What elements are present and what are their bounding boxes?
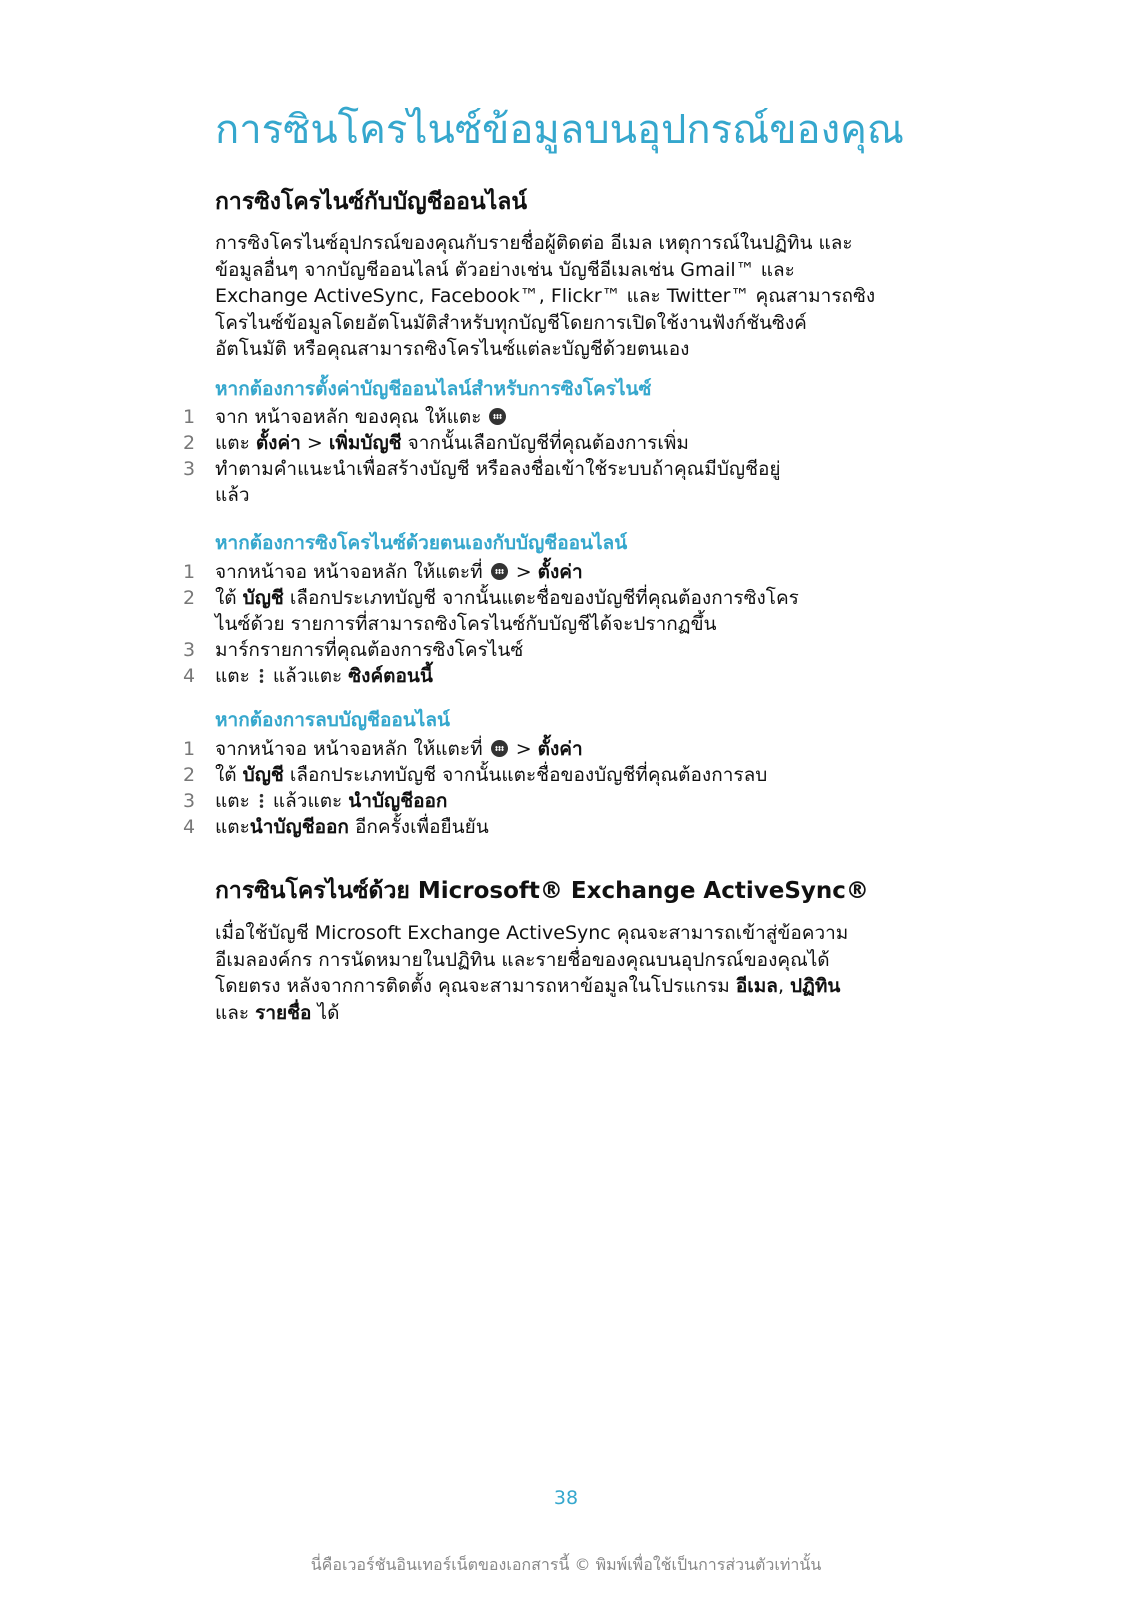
paragraph-text-part: , [777, 975, 791, 997]
step-text-part: แตะ [215, 816, 250, 838]
paragraph-line: อีเมลองค์กร การนัดหมายในปฏิทิน และรายชื่อของคุณบนอุปกรณ์ของคุณได้ [215, 948, 830, 971]
paragraph-line: โครไนซ์ข้อมูลโดยอัตโนมัติสำหรับทุกบัญชีโดยการเปิดใช้งานฟังก์ชันซิงค์ [215, 311, 807, 334]
apps-grid-icon [491, 563, 508, 580]
paragraph-line: ข้อมูลอื่นๆ จากบัญชีออนไลน์ ตัวอย่างเช่น บัญชีอีเมลเช่น Gmail™ และ [215, 258, 795, 281]
ui-term-accounts: บัญชี [242, 764, 284, 786]
step-number: 2 [183, 587, 196, 609]
step-number: 1 [183, 561, 196, 583]
step-item [0, 789, 1132, 815]
step-text [215, 815, 489, 841]
paragraph-line: อัตโนมัติ หรือคุณสามารถซิงโครไนซ์แต่ละบัญชีด้วยตนเอง [215, 338, 690, 360]
step-text [215, 457, 781, 509]
footer-note: นี่คือเวอร์ชันอินเทอร์เน็ตของเอกสารนี้ © พิมพ์เพื่อใช้เป็นการส่วนตัวเท่านั้น [310, 1555, 822, 1574]
section-intro-paragraph [215, 230, 955, 363]
apps-grid-icon [489, 408, 506, 425]
step-text-part: แล้วแตะ [266, 790, 349, 812]
step-text-part: แตะ [215, 432, 256, 454]
ui-term-add-account: เพิ่มบัญชี [328, 432, 402, 454]
ui-term-sync-now: ซิงค์ตอนนี้ [348, 665, 433, 687]
ui-term-remove-account: นำบัญชีออก [348, 790, 448, 812]
step-text-part: > [509, 738, 538, 760]
step-number: 1 [183, 406, 196, 428]
paragraph-line: Exchange ActiveSync, Facebook™, Flickr™ และ Twitter™ คุณสามารถซิง [215, 285, 876, 307]
step-text [215, 431, 689, 457]
more-vert-icon [259, 668, 264, 684]
step-text-part: > [509, 561, 538, 583]
step-text-part: แล้วแตะ [266, 665, 349, 687]
step-number: 3 [183, 458, 196, 480]
paragraph-text-part: โดยตรง หลังจากการติดตั้ง คุณจะสามารถหาข้อมูลในโปรแกรม [215, 975, 736, 997]
step-item [0, 815, 1132, 841]
step-number: 4 [183, 816, 196, 838]
procedure-steps-remove-account [0, 737, 1132, 841]
step-number: 1 [183, 738, 196, 760]
exchange-paragraph [215, 920, 955, 1026]
step-item [0, 638, 1132, 664]
ui-term-remove-account: นำบัญชีออก [249, 816, 349, 838]
step-text-part: แตะ [215, 665, 250, 687]
procedure-heading-manual-sync: หากต้องการซิงโครไนซ์ด้วยตนเองกับบัญชีออนไลน์ [215, 532, 628, 554]
step-item [0, 457, 1132, 509]
step-text-part: แตะ [215, 790, 250, 812]
step-text [215, 664, 433, 690]
paragraph-line [215, 973, 955, 1000]
step-number: 2 [183, 432, 196, 454]
step-item [0, 586, 1132, 638]
page-number: 38 [553, 1487, 579, 1509]
procedure-steps-setup [0, 405, 1132, 509]
ui-term-settings: ตั้งค่า [537, 738, 583, 760]
step-item [0, 763, 1132, 789]
step-text-part: จากนั้นเลือกบัญชีที่คุณต้องการเพิ่ม [401, 432, 689, 454]
step-text [215, 586, 799, 638]
paragraph-line: เมื่อใช้บัญชี Microsoft Exchange ActiveSync คุณจะสามารถเข้าสู่ข้อความ [215, 922, 849, 944]
step-text-part: จากหน้าจอ หน้าจอหลัก ให้แตะที่ [215, 738, 483, 760]
procedure-heading-remove-account: หากต้องการลบบัญชีออนไลน์ [215, 709, 450, 731]
procedure-steps-manual-sync [0, 560, 1132, 690]
step-text [215, 560, 583, 586]
step-text-part: ใต้ [215, 764, 243, 786]
step-text-part: จาก หน้าจอหลัก ของคุณ ให้แตะ [215, 406, 482, 428]
step-text-part: จากหน้าจอ หน้าจอหลัก ให้แตะที่ [215, 561, 483, 583]
paragraph-text-part: ได้ [311, 1001, 340, 1024]
step-text-line: ไนซ์ด้วย รายการที่สามารถซิงโครไนซ์กับบัญชีได้จะปรากฏขึ้น [215, 612, 717, 635]
section-heading-exchange: การซินโครไนซ์ด้วย Microsoft® Exchange ActiveSync® [215, 878, 869, 904]
ui-term-contacts: รายชื่อ [255, 1001, 312, 1024]
step-item [0, 737, 1132, 763]
step-text-part: เลือกประเภทบัญชี จากนั้นแตะชื่อของบัญชีที่คุณต้องการซิงโคร [283, 587, 799, 609]
ui-term-settings: ตั้งค่า [255, 432, 301, 454]
step-text [215, 405, 508, 431]
step-text [215, 737, 583, 763]
step-text-line: แล้ว [215, 483, 250, 506]
ui-term-settings: ตั้งค่า [537, 561, 583, 583]
apps-grid-icon [491, 740, 508, 757]
step-number: 4 [183, 665, 196, 687]
more-vert-icon [259, 793, 264, 809]
step-text-part: ใต้ [215, 587, 243, 609]
step-text [215, 763, 767, 789]
step-item [0, 664, 1132, 690]
ui-term-accounts: บัญชี [242, 587, 284, 609]
section-heading-online-accounts: การซิงโครไนซ์กับบัญชีออนไลน์ [215, 189, 528, 215]
step-item [0, 431, 1132, 457]
step-number: 2 [183, 764, 196, 786]
procedure-heading-setup: หากต้องการตั้งค่าบัญชีออนไลน์สำหรับการซิงโครไนซ์ [215, 378, 652, 400]
step-text-part: > [300, 432, 329, 454]
page-title: การซินโครไนซ์ข้อมูลบนอุปกรณ์ของคุณ [215, 107, 904, 153]
step-text [215, 789, 447, 815]
step-text-line: ทำตามคำแนะนำเพื่อสร้างบัญชี หรือลงชื่อเข้าใช้ระบบถ้าคุณมีบัญชีอยู่ [215, 458, 781, 480]
step-item [0, 560, 1132, 586]
ui-term-calendar: ปฏิทิน [790, 975, 841, 997]
step-text-line [215, 586, 799, 612]
paragraph-line [215, 1000, 955, 1027]
step-text-part: เลือกประเภทบัญชี จากนั้นแตะชื่อของบัญชีที่คุณต้องการลบ [283, 764, 768, 786]
step-item [0, 405, 1132, 431]
paragraph-line: การซิงโครไนซ์อุปกรณ์ของคุณกับรายชื่อผู้ติดต่อ อีเมล เหตุการณ์ในปฏิทิน และ [215, 232, 853, 254]
paragraph-text-part: และ [215, 1001, 256, 1024]
step-number: 3 [183, 790, 196, 812]
step-text: มาร์กรายการที่คุณต้องการซิงโครไนซ์ [215, 639, 524, 661]
step-number: 3 [183, 639, 196, 661]
step-text-part: อีกครั้งเพื่อยืนยัน [348, 816, 489, 838]
ui-term-email: อีเมล [735, 975, 778, 997]
